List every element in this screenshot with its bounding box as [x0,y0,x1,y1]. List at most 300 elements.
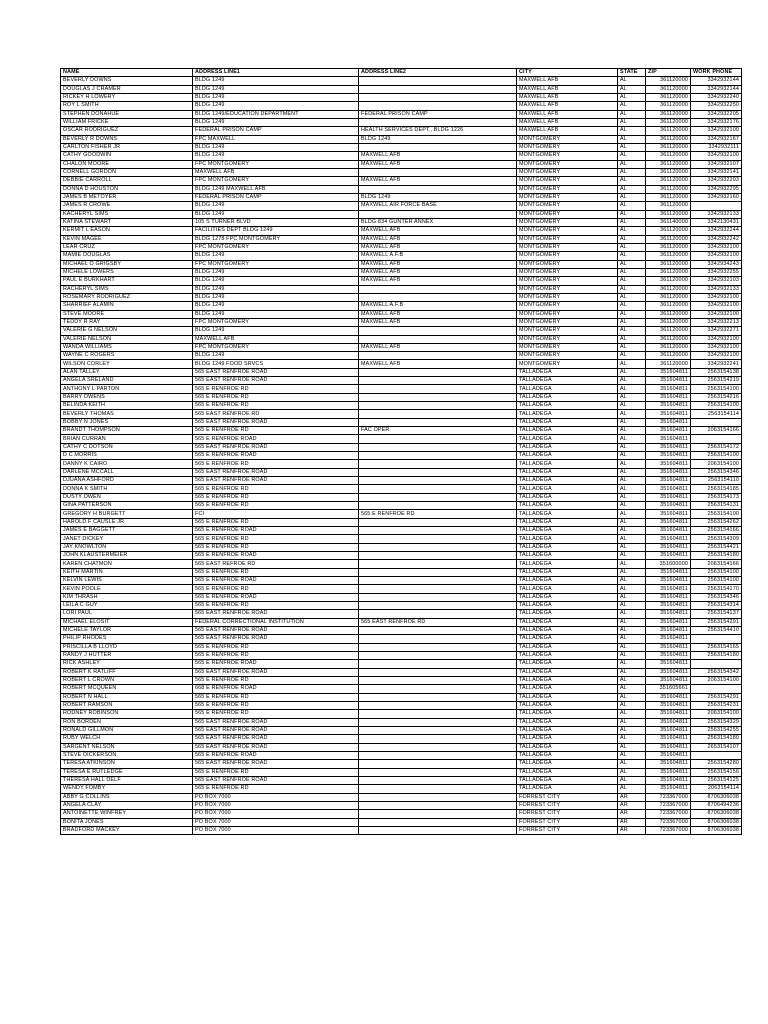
cell-address-line1: FACILITIES DEPT BLDG 1249 [193,227,359,235]
cell-work-phone: 8706306038 [691,793,742,801]
cell-address-line2 [359,668,517,676]
cell-address-line2: MAXWELL AIR FORCE BASE [359,202,517,210]
cell-state: AL [618,743,646,751]
cell-state: AL [618,618,646,626]
cell-address-line2 [359,651,517,659]
cell-name: DJUANA ASHFORD [61,477,193,485]
cell-city: TALLADEGA [517,618,618,626]
cell-address-line2: BLDG 834 GUNTER ANNEX [359,218,517,226]
cell-work-phone: 2563154216 [691,393,742,401]
cell-address-line2: BLDG 1249 [359,193,517,201]
cell-zip: 351604811 [646,660,691,668]
table-row [61,243,742,251]
cell-zip: 351604811 [646,402,691,410]
cell-address-line1: 668 E RENFROE ROAD [193,685,359,693]
table-row [61,227,742,235]
cell-address-line2 [359,743,517,751]
cell-city: MONTGOMERY [517,185,618,193]
cell-state: AL [618,668,646,676]
cell-zip: 351604811 [646,785,691,793]
table-row [61,718,742,726]
cell-address-line1: BLDG 1249 [193,302,359,310]
table-row [61,168,742,176]
cell-address-line1: 565 E RENFROE ROAD [193,577,359,585]
cell-address-line1: MAXWELL AFB [193,168,359,176]
cell-name: KIM THRASH [61,593,193,601]
cell-address-line1: FPC MONTGOMERY [193,160,359,168]
cell-city: TALLADEGA [517,452,618,460]
cell-address-line2 [359,626,517,634]
cell-address-line1: 565 E RENFROE RD [193,460,359,468]
table-row [61,152,742,160]
cell-state: AL [618,568,646,576]
cell-city: TALLADEGA [517,410,618,418]
cell-name: WILSON CORLEY [61,360,193,368]
cell-state: AL [618,143,646,151]
cell-zip: 351604811 [646,693,691,701]
cell-city: TALLADEGA [517,626,618,634]
cell-address-line1: FPC MONTGOMERY [193,260,359,268]
cell-address-line1: 565 E RENFROE RD [193,768,359,776]
cell-zip: 351604811 [646,427,691,435]
cell-city: MONTGOMERY [517,152,618,160]
cell-state: AL [618,427,646,435]
cell-city: TALLADEGA [517,776,618,784]
cell-work-phone: 3342932295 [691,185,742,193]
cell-name: D C MORRIS [61,452,193,460]
cell-state: AL [618,360,646,368]
cell-name: DEBBIE CARROLL [61,177,193,185]
cell-address-line2 [359,718,517,726]
cell-city: MONTGOMERY [517,235,618,243]
table-row [61,610,742,618]
cell-address-line1: BLDG 1249 [193,152,359,160]
cell-name: MICHAEL O GRIGSBY [61,260,193,268]
cell-zip: 351600000 [646,560,691,568]
cell-address-line1: BLDG 1249 [193,77,359,85]
cell-zip: 351604811 [646,635,691,643]
header-city: CITY [517,69,618,77]
cell-address-line1: BLDG 1249 [193,268,359,276]
cell-state: AL [618,293,646,301]
cell-city: TALLADEGA [517,560,618,568]
cell-name: CATHY C DOTSON [61,443,193,451]
cell-zip: 361120000 [646,135,691,143]
header-zip: ZIP [646,69,691,77]
cell-city: TALLADEGA [517,718,618,726]
cell-address-line2 [359,710,517,718]
cell-name: KEVIN MAGEE [61,235,193,243]
table-row [61,577,742,585]
cell-address-line2 [359,410,517,418]
table-row [61,277,742,285]
cell-address-line2 [359,85,517,93]
cell-state: AL [618,327,646,335]
cell-address-line1: FPC MONTGOMERY [193,243,359,251]
cell-city: TALLADEGA [517,693,618,701]
cell-address-line2: MAXWELL AFB [359,235,517,243]
cell-city: TALLADEGA [517,676,618,684]
cell-city: MONTGOMERY [517,268,618,276]
cell-address-line1: FPC MONTGOMERY [193,343,359,351]
cell-state: AL [618,485,646,493]
cell-work-phone: 2563154172 [691,443,742,451]
cell-work-phone [691,660,742,668]
cell-zip: 361120000 [646,360,691,368]
cell-work-phone [691,751,742,759]
cell-work-phone: 2563154100 [691,402,742,410]
cell-city: TALLADEGA [517,785,618,793]
cell-city: TALLADEGA [517,768,618,776]
cell-work-phone: 8706494236 [691,801,742,809]
cell-address-line1: FEDERAL PRISON CAMP [193,193,359,201]
table-row [61,377,742,385]
cell-state: AL [618,552,646,560]
cell-work-phone: 3342932213 [691,318,742,326]
table-row [61,776,742,784]
table-row [61,602,742,610]
cell-work-phone: 3342932100 [691,352,742,360]
cell-city: TALLADEGA [517,651,618,659]
cell-city: TALLADEGA [517,760,618,768]
cell-address-line1: 565 E RENFROE RD [193,568,359,576]
cell-name: ROY L SMITH [61,102,193,110]
cell-state: AR [618,810,646,818]
cell-address-line2 [359,785,517,793]
cell-work-phone: 3342932167 [691,135,742,143]
cell-address-line2 [359,368,517,376]
cell-address-line1: 565 E RENFROE RD [193,701,359,709]
cell-state: AL [618,227,646,235]
cell-city: TALLADEGA [517,468,618,476]
cell-work-phone: 2563154410 [691,626,742,634]
cell-name: CATHY GOODWIN [61,152,193,160]
cell-address-line2 [359,535,517,543]
cell-state: AL [618,735,646,743]
cell-city: TALLADEGA [517,585,618,593]
cell-name: WAYNE C ROGERS [61,352,193,360]
table-row [61,402,742,410]
cell-work-phone: 3342932205 [691,110,742,118]
cell-address-line2: MAXWELL AFB [359,243,517,251]
cell-work-phone: 3342932100 [691,310,742,318]
cell-state: AL [618,252,646,260]
cell-state: AL [618,160,646,168]
cell-zip: 361120000 [646,143,691,151]
cell-city: MONTGOMERY [517,160,618,168]
cell-name: BRADFORD MACKEY [61,826,193,834]
table-row [61,77,742,85]
cell-city: TALLADEGA [517,460,618,468]
cell-city: TALLADEGA [517,743,618,751]
table-row [61,410,742,418]
cell-zip: 723367000 [646,801,691,809]
cell-city: MONTGOMERY [517,293,618,301]
cell-address-line2 [359,552,517,560]
cell-work-phone: 3342932100 [691,243,742,251]
spreadsheet-table [60,68,742,835]
cell-zip: 351604811 [646,668,691,676]
cell-address-line2: FAC OPER [359,427,517,435]
cell-address-line2: MAXWELL AFB [359,310,517,318]
table-row [61,651,742,659]
cell-address-line2 [359,818,517,826]
cell-address-line2 [359,518,517,526]
cell-name: JAMES B METOYER [61,193,193,201]
cell-city: MONTGOMERY [517,177,618,185]
cell-address-line1: BLDG 1249 [193,352,359,360]
cell-work-phone: 2063154100 [691,460,742,468]
cell-work-phone: 2563154291 [691,693,742,701]
cell-address-line1: BLDG 1278 FPC MONTGOMERY [193,235,359,243]
cell-zip: 351604811 [646,618,691,626]
cell-address-line1: 565 EAST RENFROE ROAD [193,368,359,376]
cell-work-phone: 3342932255 [691,268,742,276]
table-row [61,252,742,260]
cell-zip: 361120000 [646,252,691,260]
cell-name: ROBERT RAMSON [61,701,193,709]
cell-work-phone: 2063154166 [691,560,742,568]
cell-name: DOUGLAS J CRAMER [61,85,193,93]
cell-address-line2: MAXWELL AFB [359,318,517,326]
cell-address-line2 [359,568,517,576]
cell-city: MONTGOMERY [517,193,618,201]
table-row [61,676,742,684]
cell-work-phone: 2563154165 [691,643,742,651]
cell-address-line1: MAXWELL AFB [193,335,359,343]
cell-address-line1: 565 E RENFROE RD [193,402,359,410]
cell-address-line1: 565 EAST RENFROE ROAD [193,718,359,726]
cell-state: AL [618,152,646,160]
cell-work-phone [691,418,742,426]
cell-city: TALLADEGA [517,593,618,601]
cell-city: TALLADEGA [517,577,618,585]
cell-zip: 351604811 [646,760,691,768]
cell-work-phone: 2563154280 [691,760,742,768]
cell-zip: 351604811 [646,535,691,543]
cell-city: MONTGOMERY [517,218,618,226]
cell-name: DONNA K SMITH [61,485,193,493]
cell-name: MAMIE DOUGLAS [61,252,193,260]
cell-name: KELVIN LEWIS [61,577,193,585]
cell-state: AL [618,343,646,351]
cell-address-line2 [359,643,517,651]
cell-city: TALLADEGA [517,385,618,393]
cell-name: TERESA E RUTLEDGE [61,768,193,776]
cell-state: AR [618,818,646,826]
cell-state: AL [618,135,646,143]
cell-address-line2 [359,168,517,176]
cell-zip: 351604811 [646,518,691,526]
cell-name: MICHELE TAYLOR [61,626,193,634]
table-row [61,826,742,834]
cell-state: AL [618,543,646,551]
cell-name: ROBERT MCQUEEN [61,685,193,693]
cell-address-line1: FPC MONTGOMERY [193,177,359,185]
cell-name: TEDDY R RAY [61,318,193,326]
cell-address-line1: 565 EAST RENFROE ROAD [193,760,359,768]
table-row [61,318,742,326]
cell-state: AL [618,310,646,318]
cell-address-line2 [359,377,517,385]
cell-city: FORREST CITY [517,818,618,826]
cell-zip: 351604811 [646,468,691,476]
cell-state: AL [618,235,646,243]
cell-city: TALLADEGA [517,435,618,443]
cell-address-line2 [359,826,517,834]
cell-city: TALLADEGA [517,443,618,451]
cell-state: AL [618,626,646,634]
cell-zip: 351604811 [646,493,691,501]
table-row [61,202,742,210]
cell-address-line2 [359,735,517,743]
cell-city: MONTGOMERY [517,260,618,268]
cell-city: MAXWELL AFB [517,127,618,135]
cell-address-line1: 565 EAST RENFROE ROAD [193,726,359,734]
cell-name: CARLTON FISHER JR [61,143,193,151]
cell-state: AL [618,285,646,293]
cell-zip: 351604811 [646,418,691,426]
table-row [61,118,742,126]
cell-address-line1: 565 E RENFROE RD [193,710,359,718]
cell-address-line2 [359,585,517,593]
cell-address-line1: 565 E RENFROE RD [193,543,359,551]
cell-work-phone: 2563154291 [691,618,742,626]
table-row [61,477,742,485]
cell-state: AL [618,535,646,543]
table-row [61,260,742,268]
cell-zip: 351604811 [646,485,691,493]
cell-state: AL [618,93,646,101]
cell-state: AL [618,602,646,610]
cell-state: AL [618,518,646,526]
cell-state: AL [618,118,646,126]
table-row [61,293,742,301]
cell-work-phone: 2563154114 [691,410,742,418]
cell-address-line1: 565 EAST RENFROE ROAD [193,468,359,476]
cell-work-phone: 3342932141 [691,168,742,176]
cell-name: ROBERT K RATLIFF [61,668,193,676]
cell-zip: 351604811 [646,651,691,659]
cell-city: MONTGOMERY [517,243,618,251]
cell-state: AL [618,760,646,768]
cell-work-phone [691,635,742,643]
cell-address-line2 [359,760,517,768]
cell-work-phone: 3342932100 [691,302,742,310]
cell-name: GREGORY H BURGETT [61,510,193,518]
cell-zip: 723367000 [646,818,691,826]
cell-address-line2 [359,418,517,426]
cell-work-phone: 3342932100 [691,343,742,351]
cell-city: TALLADEGA [517,685,618,693]
cell-zip: 351604811 [646,768,691,776]
table-row [61,360,742,368]
cell-address-line1: 565 EAST RENFROE ROAD [193,743,359,751]
cell-work-phone: 3342932271 [691,327,742,335]
cell-name: BRANDT THOMPSON [61,427,193,435]
cell-name: PHILIP RHODES [61,635,193,643]
cell-address-line1: 565 E RENFROE RD [193,643,359,651]
cell-name: MICHELE LOWERS [61,268,193,276]
cell-city: FORREST CITY [517,826,618,834]
cell-address-line1: BLDG 1249 [193,285,359,293]
cell-city: TALLADEGA [517,660,618,668]
cell-zip: 723367000 [646,826,691,834]
cell-name: GINA PATTERSON [61,502,193,510]
table-row [61,510,742,518]
cell-zip: 351604811 [646,477,691,485]
cell-name: THERESA HALL DELF [61,776,193,784]
cell-work-phone: 2563154185 [691,485,742,493]
cell-city: TALLADEGA [517,477,618,485]
cell-work-phone: 2563154125 [691,776,742,784]
cell-address-line2 [359,660,517,668]
cell-work-phone: 3342932160 [691,193,742,201]
header-address-line1: ADDRESS LINE1 [193,69,359,77]
table-row [61,343,742,351]
cell-address-line2 [359,560,517,568]
cell-address-line2: MAXWELL AFB [359,160,517,168]
table-row [61,485,742,493]
cell-work-phone: 2563154346 [691,593,742,601]
table-row [61,460,742,468]
cell-state: AL [618,260,646,268]
cell-city: MAXWELL AFB [517,110,618,118]
cell-work-phone: 2563154346 [691,468,742,476]
cell-zip: 351604811 [646,585,691,593]
cell-address-line1: 565 E RENFROE RD [193,535,359,543]
cell-city: MONTGOMERY [517,143,618,151]
cell-address-line2 [359,93,517,101]
cell-state: AL [618,701,646,709]
cell-city: TALLADEGA [517,635,618,643]
cell-name: MICHAEL ELOSIT [61,618,193,626]
table-row [61,685,742,693]
cell-address-line2 [359,385,517,393]
cell-address-line1: 565 E RENFROE RD [193,602,359,610]
table-row [61,751,742,759]
cell-state: AL [618,352,646,360]
table-row [61,502,742,510]
cell-address-line1: BLDG 1249 [193,143,359,151]
cell-address-line1: 565 EAST RENFROE ROAD [193,776,359,784]
cell-zip: 351605661 [646,685,691,693]
cell-address-line2: MAXWELL A.F.B [359,252,517,260]
table-row [61,427,742,435]
cell-work-phone: 3342932100 [691,252,742,260]
cell-address-line2 [359,810,517,818]
cell-city: MAXWELL AFB [517,93,618,101]
table-row [61,560,742,568]
table-row [61,726,742,734]
cell-state: AL [618,368,646,376]
cell-zip: 361120000 [646,277,691,285]
cell-work-phone: 2563154342 [691,668,742,676]
cell-zip: 351604811 [646,393,691,401]
table-row [61,793,742,801]
cell-zip: 361120000 [646,318,691,326]
cell-state: AL [618,168,646,176]
cell-address-line2 [359,685,517,693]
cell-name: JANET DICKEY [61,535,193,543]
cell-address-line1: BLDG 1249 [193,93,359,101]
cell-state: AL [618,268,646,276]
cell-address-line2 [359,293,517,301]
cell-work-phone: 2063154100 [691,710,742,718]
cell-address-line2 [359,610,517,618]
cell-city: MONTGOMERY [517,352,618,360]
cell-city: TALLADEGA [517,518,618,526]
